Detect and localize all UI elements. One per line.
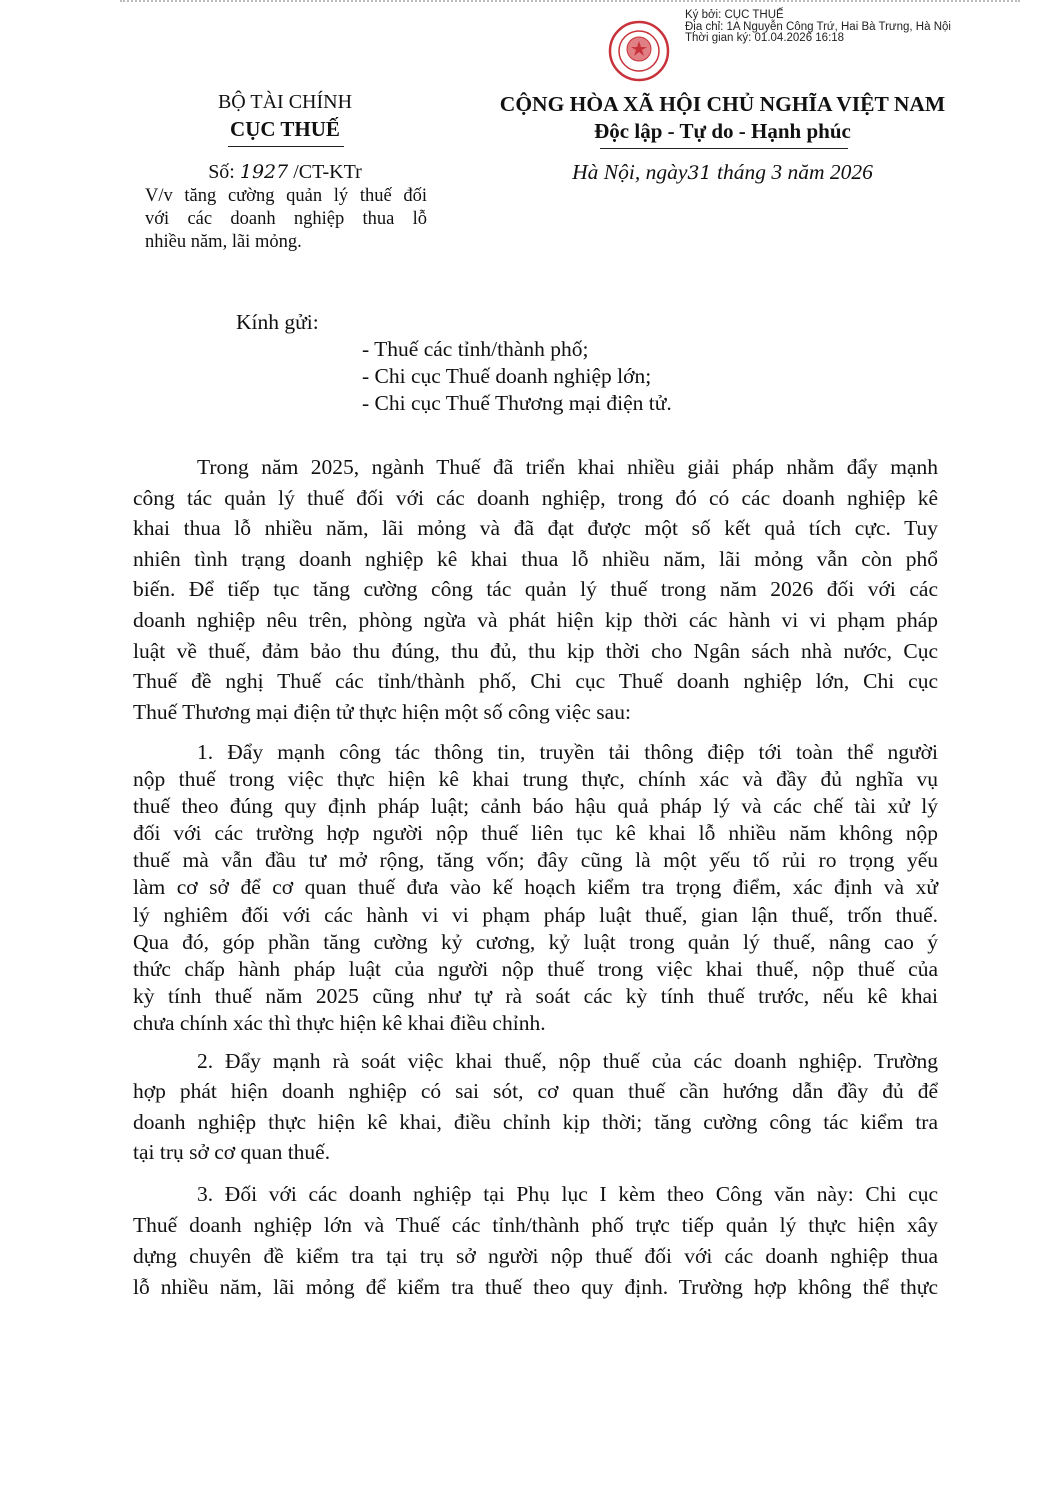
paragraph-line: làm cơ sở để cơ quan thuế đưa vào kế hoạch kiểm tra trọng điểm, xác định và xử [133,875,938,900]
date-suffix: tháng 3 năm 2026 [716,160,873,184]
recipient-item: - Chi cục Thuế Thương mại điện tử. [362,391,672,415]
signer-address: Địa chỉ: 1A Nguyễn Công Trứ, Hai Bà Trưng, Hà Nội [685,20,951,33]
ministry-name: BỘ TÀI CHÍNH [217,91,353,113]
paragraph-line: kỳ tính thuế năm 2025 cũng như tự rà soát các kỳ tính thuế trước, nếu kê khai [133,983,938,1008]
number-suffix: /CT-KTr [293,161,362,183]
paragraph-line: khai thua lỗ nhiều năm, lãi mỏng và đã đạt được một số kết quả tích cực. Tuy [133,516,938,541]
paragraph-line: nộp thuế trong việc thực hiện kê khai trung thực, chính xác và đầy đủ nghĩa vụ [133,767,938,792]
paragraph-line: công tác quản lý thuế đối với các doanh nghiệp, trong đó có các doanh nghiệp kê [133,485,938,510]
paragraph-line: thuế theo đúng quy định pháp luật; cảnh báo hậu quả pháp lý và các chế tài xử lý [133,794,938,819]
signing-time: Thời gian ký: 01.04.2026 16:18 [685,32,845,44]
paragraph-line: đối với các trường hợp người nộp thuế liên tục kê khai lỗ nhiều năm không nộp [133,821,938,846]
number-value: 1927 [239,161,289,183]
recipient-item: - Thuế các tỉnh/thành phố; [362,337,589,361]
page-top-edge [120,0,1020,5]
number-prefix: Số: [208,161,235,183]
paragraph-line: doanh nghiệp thực hiện kê khai, điều chỉnh kịp thời; tăng cường công tác kiểm tra [133,1109,938,1134]
paragraph-line: nhiên tình trạng doanh nghiệp kê khai thua lỗ nhiều năm, lãi mỏng vẫn còn phổ [133,546,938,571]
recipients-list [362,336,672,417]
recipient-item: - Chi cục Thuế doanh nghiệp lớn; [362,364,652,388]
paragraph-item-2 [133,1046,938,1167]
paragraph-line: hợp phát hiện doanh nghiệp có sai sót, cơ quan thuế cần hướng dẫn đầy đủ để [133,1079,938,1104]
paragraph-line: 3. Đối với các doanh nghiệp tại Phụ lục I kèm theo Công văn này: Chi cục [197,1182,938,1206]
date-prefix: Hà Nội, ngày [572,160,688,184]
paragraph-line: luật về thuế, đảm bảo thu đúng, thu đủ, thu kịp thời cho Ngân sách nhà nước, Cục [133,638,938,663]
paragraph-line: chưa chính xác thì thực hiện kê khai điều chỉnh. [133,1010,546,1035]
paragraph-line: 1. Đẩy mạnh công tác thông tin, truyền tải thông điệp tới toàn thể người [197,740,938,764]
paragraph-item-3 [133,1179,938,1303]
official-seal-icon [608,20,670,82]
document-number [165,161,405,184]
paragraph-line: Trong năm 2025, ngành Thuế đã triển khai nhiều giải pháp nhằm đẩy mạnh [197,455,938,479]
subject-line: V/v tăng cường quản lý thuế đối [145,186,427,206]
subject-line: với các doanh nghiệp thua lỗ [145,209,427,229]
paragraph-line: lỗ nhiều năm, lãi mỏng để kiểm tra thuế theo quy định. Trường hợp không thể thực [133,1275,938,1299]
signed-by: Ký bởi: CỤC THUẾ [685,9,784,21]
paragraph-line: 2. Đẩy mạnh rà soát việc khai thuế, nộp thuế của các doanh nghiệp. Trường [197,1049,938,1073]
recipients-label: Kính gửi: [236,310,319,334]
subject-line: nhiều năm, lãi mỏng. [145,232,302,252]
paragraph-line: Qua đó, góp phần tăng cường kỷ cương, kỷ luật trong quản lý thuế, nâng cao ý [133,929,938,954]
paragraph-line: lý nghiêm đối với các hành vi vi phạm pháp luật thuế, gian lận thuế, trốn thuế. [133,902,938,927]
paragraph-line: Thuế Thương mại điện tử thực hiện một số công việc sau: [133,699,631,724]
paragraph-line: tại trụ sở cơ quan thuế. [133,1139,331,1164]
digital-signature-info [685,10,951,45]
paragraph-line: dựng chuyên đề kiểm tra tại trụ sở người nộp thuế đối với các doanh nghiệp thua [133,1244,938,1268]
subject-summary [145,185,427,254]
nation-title: CỘNG HÒA XÃ HỘI CHỦ NGHĨA VIỆT NAM [499,92,946,116]
paragraph-line: thuế mà vẫn đầu tư mở rộng, tăng vốn; đây cũng là một yếu tố rủi ro trọng yếu [133,848,938,873]
paragraph-intro [133,452,938,727]
paragraph-line: biến. Để tiếp tục tăng cường công tác quản lý thuế trong năm 2026 đối với các [133,577,938,602]
paragraph-line: thức chấp hành pháp luật của người nộp thuế trong việc khai thuế, nộp thuế của [133,956,938,981]
document-date [470,160,975,185]
paragraph-line: Thuế doanh nghiệp lớn và Thuế các tỉnh/thành phố trực tiếp quản lý thực hiện xây [133,1213,938,1237]
department-name: CỤC THUẾ [230,117,340,141]
paragraph-item-1 [133,739,938,1037]
paragraph-line: doanh nghiệp nêu trên, phòng ngừa và phát hiện kịp thời các hành vi vi phạm pháp [133,607,938,632]
date-day: 31 [687,162,712,184]
department-underline [228,146,344,147]
paragraph-line: Thuế đề nghị Thuế các tỉnh/thành phố, Chi cục Thuế doanh nghiệp lớn, Chi cục [133,669,938,694]
motto-underline [600,148,848,149]
national-motto: Độc lập - Tự do - Hạnh phúc [594,119,851,143]
